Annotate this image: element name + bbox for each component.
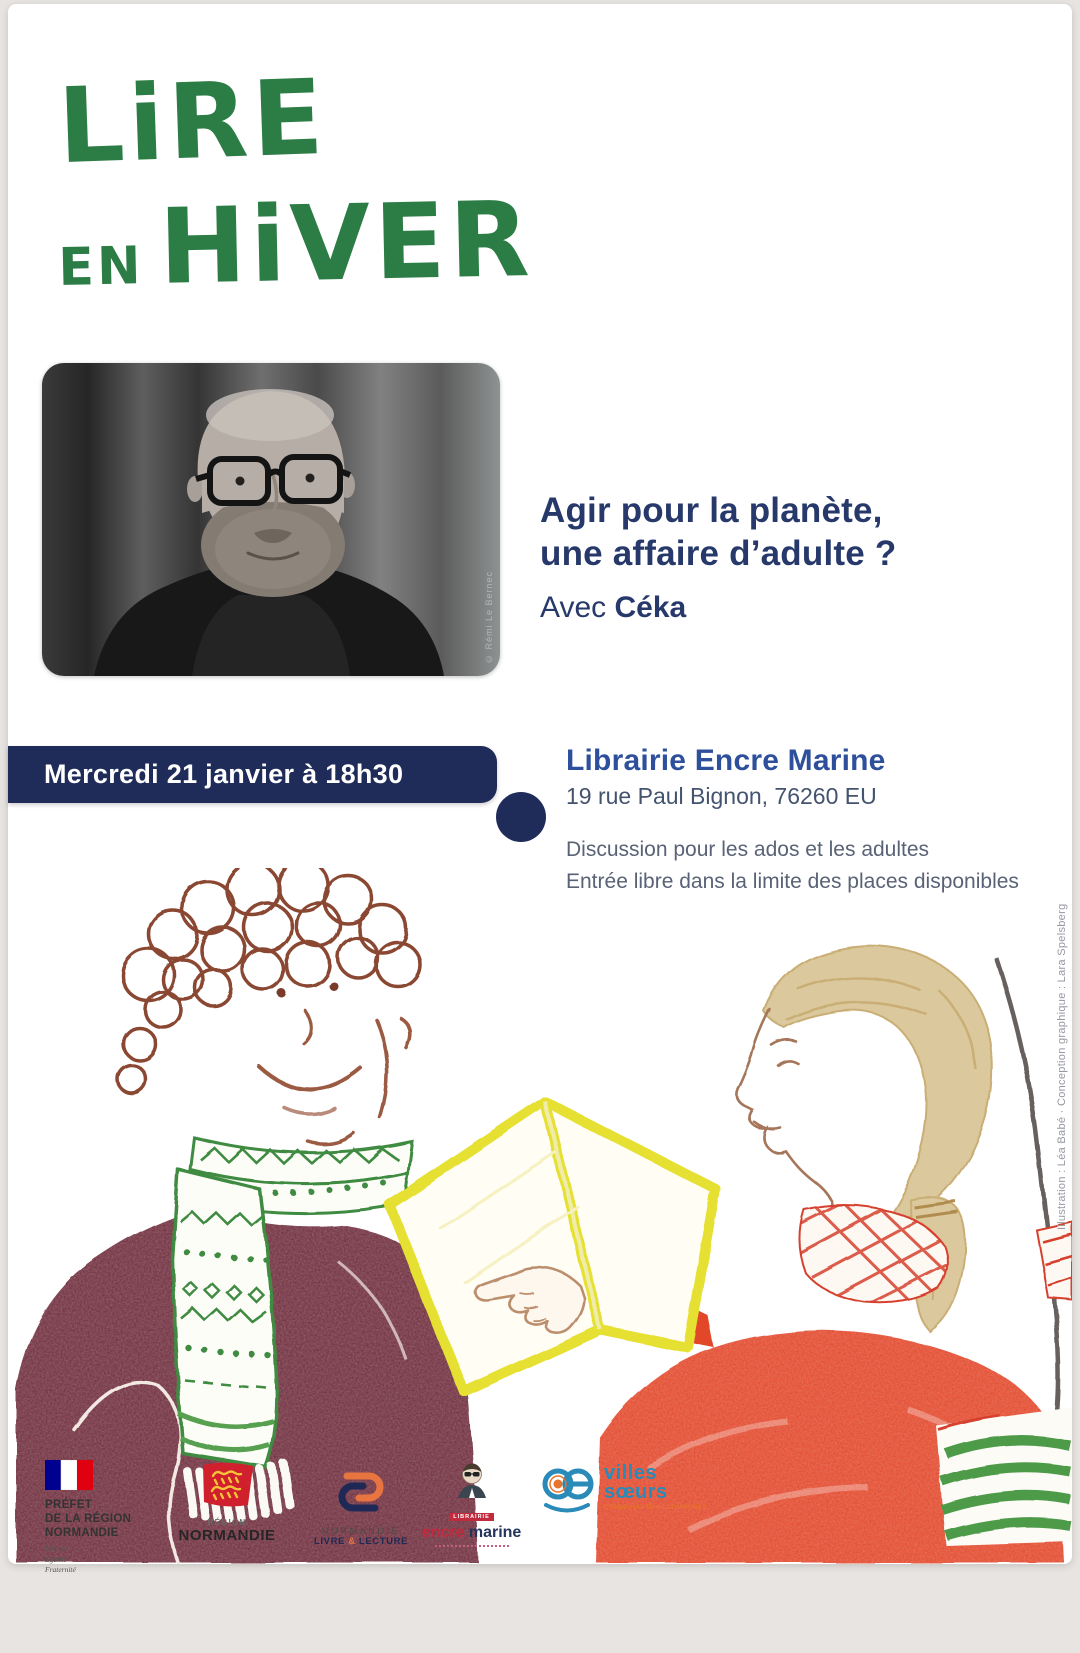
prefet-motto: Liberté Égalité Fraternité	[45, 1544, 76, 1574]
author-photo	[42, 363, 500, 676]
date-banner	[8, 746, 497, 803]
event-title	[56, 55, 535, 308]
oe-ligature-icon	[538, 1458, 596, 1516]
s-curve-icon	[329, 1466, 393, 1518]
villes-soeurs-name: villes sœurs COMMUNAUTÉ de COMMUNES	[604, 1461, 708, 1511]
villes-soeurs-tagline: COMMUNAUTÉ de COMMUNES	[604, 1503, 708, 1511]
region-label: RÉGION	[207, 1518, 247, 1527]
logo-normandie-livre-lecture	[296, 1466, 426, 1547]
venue-info-line1: Discussion pour les ados et les adultes	[566, 838, 930, 861]
talk-headline	[540, 490, 1020, 625]
date-banner-text: Mercredi 21 janvier à 18h30	[44, 759, 404, 789]
with-prefix: Avec	[540, 591, 615, 625]
venue-info-line2: Entrée libre dans la limite des places disponibles	[566, 869, 1019, 893]
encre-librairie-label: LIBRAIRIE	[449, 1513, 494, 1521]
title-line2	[57, 178, 535, 308]
curly-hair	[118, 868, 420, 1094]
guest-line	[540, 591, 1020, 625]
nll-subtitle: LIVRE & LECTURE	[314, 1536, 408, 1547]
title-line1: LiRE	[56, 55, 330, 188]
venue-name: Librairie Encre Marine	[566, 744, 886, 777]
headline-line1: Agir pour la planète,	[540, 491, 883, 530]
logo-villes-soeurs	[538, 1458, 707, 1516]
logo-encre-marine	[414, 1462, 529, 1547]
left-face	[258, 982, 410, 1144]
normandy-flag-icon	[195, 1462, 259, 1510]
location-dot-icon	[496, 792, 546, 842]
prefet-name: PRÉFET DE LA RÉGION NORMANDIE	[45, 1499, 132, 1539]
guest-name: Céka	[614, 591, 687, 625]
french-flag-icon	[45, 1460, 93, 1490]
back-outline	[996, 958, 1059, 1436]
region-name: NORMANDIE	[178, 1527, 276, 1544]
photo-credit: © Rémi Le Bernec	[484, 570, 494, 664]
nll-name: NORMANDIE	[321, 1526, 401, 1536]
encre-marine-tagline-rule	[435, 1545, 509, 1547]
headline-line2: une affaire d’adulte ?	[540, 533, 897, 573]
portrait-illustration	[42, 363, 500, 676]
venue-address: 19 rue Paul Bignon, 76260 EU	[566, 783, 877, 809]
bookseller-icon	[444, 1462, 500, 1500]
title-en: EN	[57, 236, 145, 298]
encre-marine-name: encre marine	[421, 1524, 522, 1541]
illustration-credit: Illustration : Léa Babé · Conception graphique : Lara Spelsberg	[1056, 903, 1068, 1230]
title-hiver: HiVER	[157, 178, 535, 308]
logo-region-normandie	[162, 1462, 292, 1544]
striped-scarf-end	[936, 1408, 1072, 1546]
